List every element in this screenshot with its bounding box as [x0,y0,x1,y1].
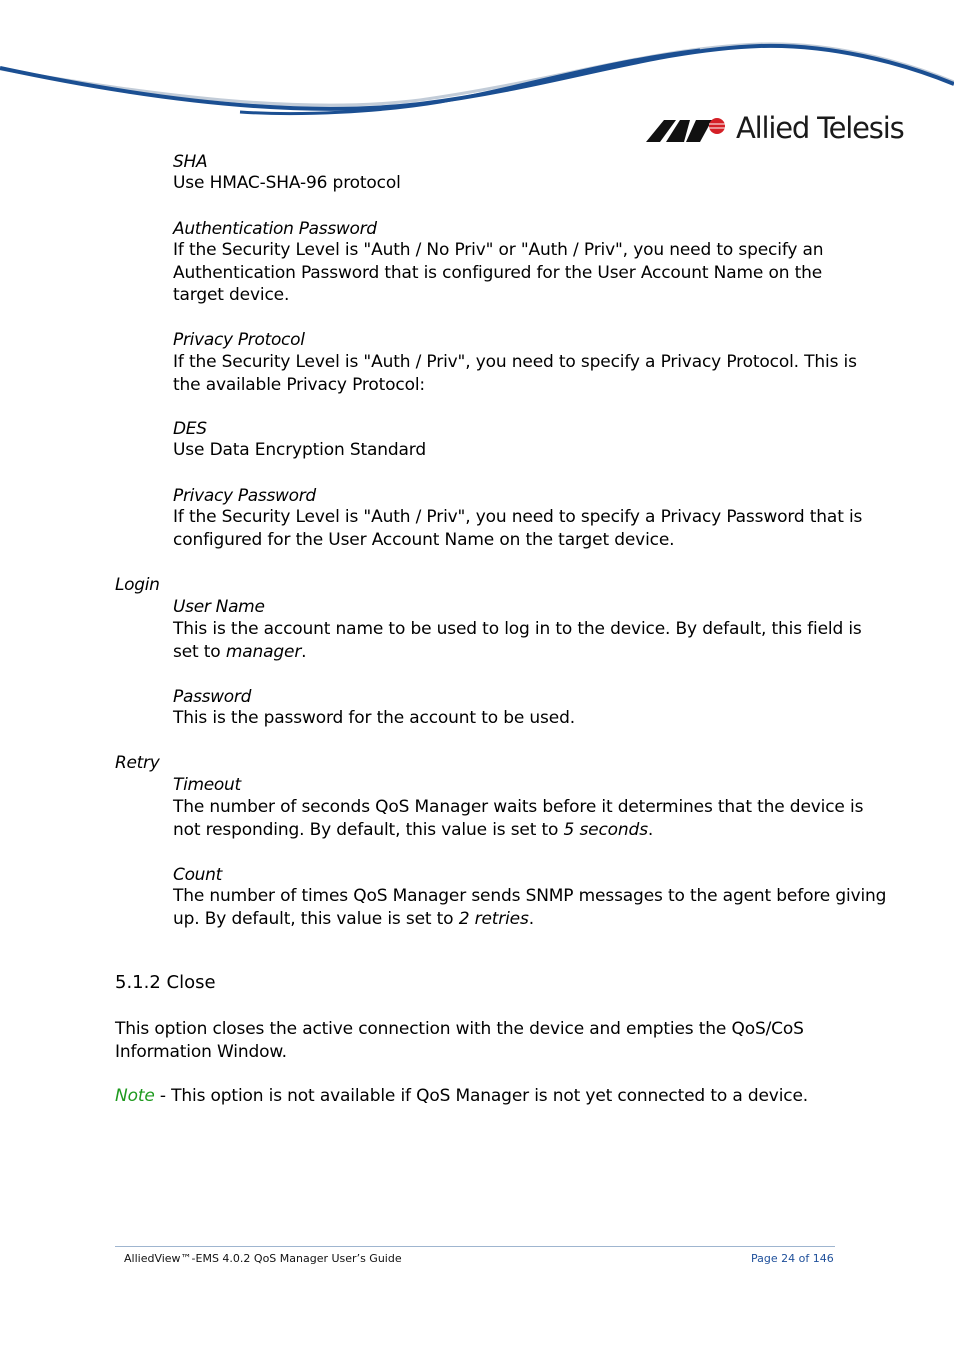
term-count: Count [173,865,222,885]
term-privacy-protocol: Privacy Protocol [173,330,305,350]
text-line [173,908,886,931]
text-segment: . [301,641,307,662]
text-segment: set to [173,641,226,662]
text-line [173,641,862,664]
text-line: configured for the User Account Name on the target device. [173,529,675,550]
term-retry: Retry [115,753,160,773]
desc-privacy-protocol [173,351,857,396]
desc-des: Use Data Encryption Standard [173,440,426,460]
term-sha: SHA [173,152,208,172]
note-paragraph [115,1085,808,1108]
text-line: This is the account name to be used to log in to the device. By default, this field is [173,619,862,639]
logo-mark-icon [646,114,728,142]
text-line: If the Security Level is "Auth / Priv", you need to specify a Privacy Password that is [173,507,863,527]
term-password: Password [173,687,252,707]
text-line: Authentication Password that is configured for the User Account Name on the [173,262,823,283]
desc-authentication-password [173,239,823,307]
footer-divider [115,1246,835,1247]
desc-timeout [173,796,863,841]
term-user-name: User Name [173,597,265,617]
text-line: the available Privacy Protocol: [173,374,425,395]
logo-text: Allied Telesis [736,111,904,145]
text-segment: up. By default, this value is set to [173,908,459,929]
term-timeout: Timeout [173,775,241,795]
desc-privacy-password [173,506,862,551]
note-text: - This option is not available if QoS Manager is not yet connected to a device. [154,1086,809,1106]
default-value-manager: manager [225,641,302,662]
text-line: target device. [173,285,290,305]
text-line [173,819,863,842]
desc-password: This is the password for the account to be used. [173,708,575,728]
section-heading: 5.1.2 Close [115,972,216,993]
text-segment: not responding. By default, this value is set to [173,819,564,840]
text-segment: . [647,819,654,840]
default-value-timeout: 5 seconds [563,819,648,840]
text-line: Information Window. [115,1041,287,1062]
text-line: The number of times QoS Manager sends SNMP messages to the agent before giving [173,886,887,906]
term-privacy-password: Privacy Password [173,486,316,506]
default-value-count: 2 retries [458,908,529,929]
text-line: The number of seconds QoS Manager waits before it determines that the device is [173,797,864,817]
text-line: If the Security Level is "Auth / Priv", you need to specify a Privacy Protocol. This is [173,352,857,372]
footer-guide-title: AlliedView™-EMS 4.0.2 QoS Manager User’s Guide [124,1252,402,1265]
desc-count [173,885,886,930]
section-paragraph [115,1018,804,1063]
note-label: Note [115,1086,155,1106]
desc-user-name [173,618,862,663]
text-line: If the Security Level is "Auth / No Priv" or "Auth / Priv", you need to specify an [173,240,824,260]
footer-page-number: Page 24 of 146 [751,1252,834,1265]
term-login: Login [115,575,160,595]
text-line: This option closes the active connection with the device and empties the QoS/CoS [115,1019,804,1039]
term-authentication-password: Authentication Password [173,219,377,239]
text-segment: . [528,908,534,929]
desc-sha: Use HMAC-SHA-96 protocol [173,173,401,193]
term-des: DES [173,419,207,439]
allied-telesis-logo [646,108,903,148]
